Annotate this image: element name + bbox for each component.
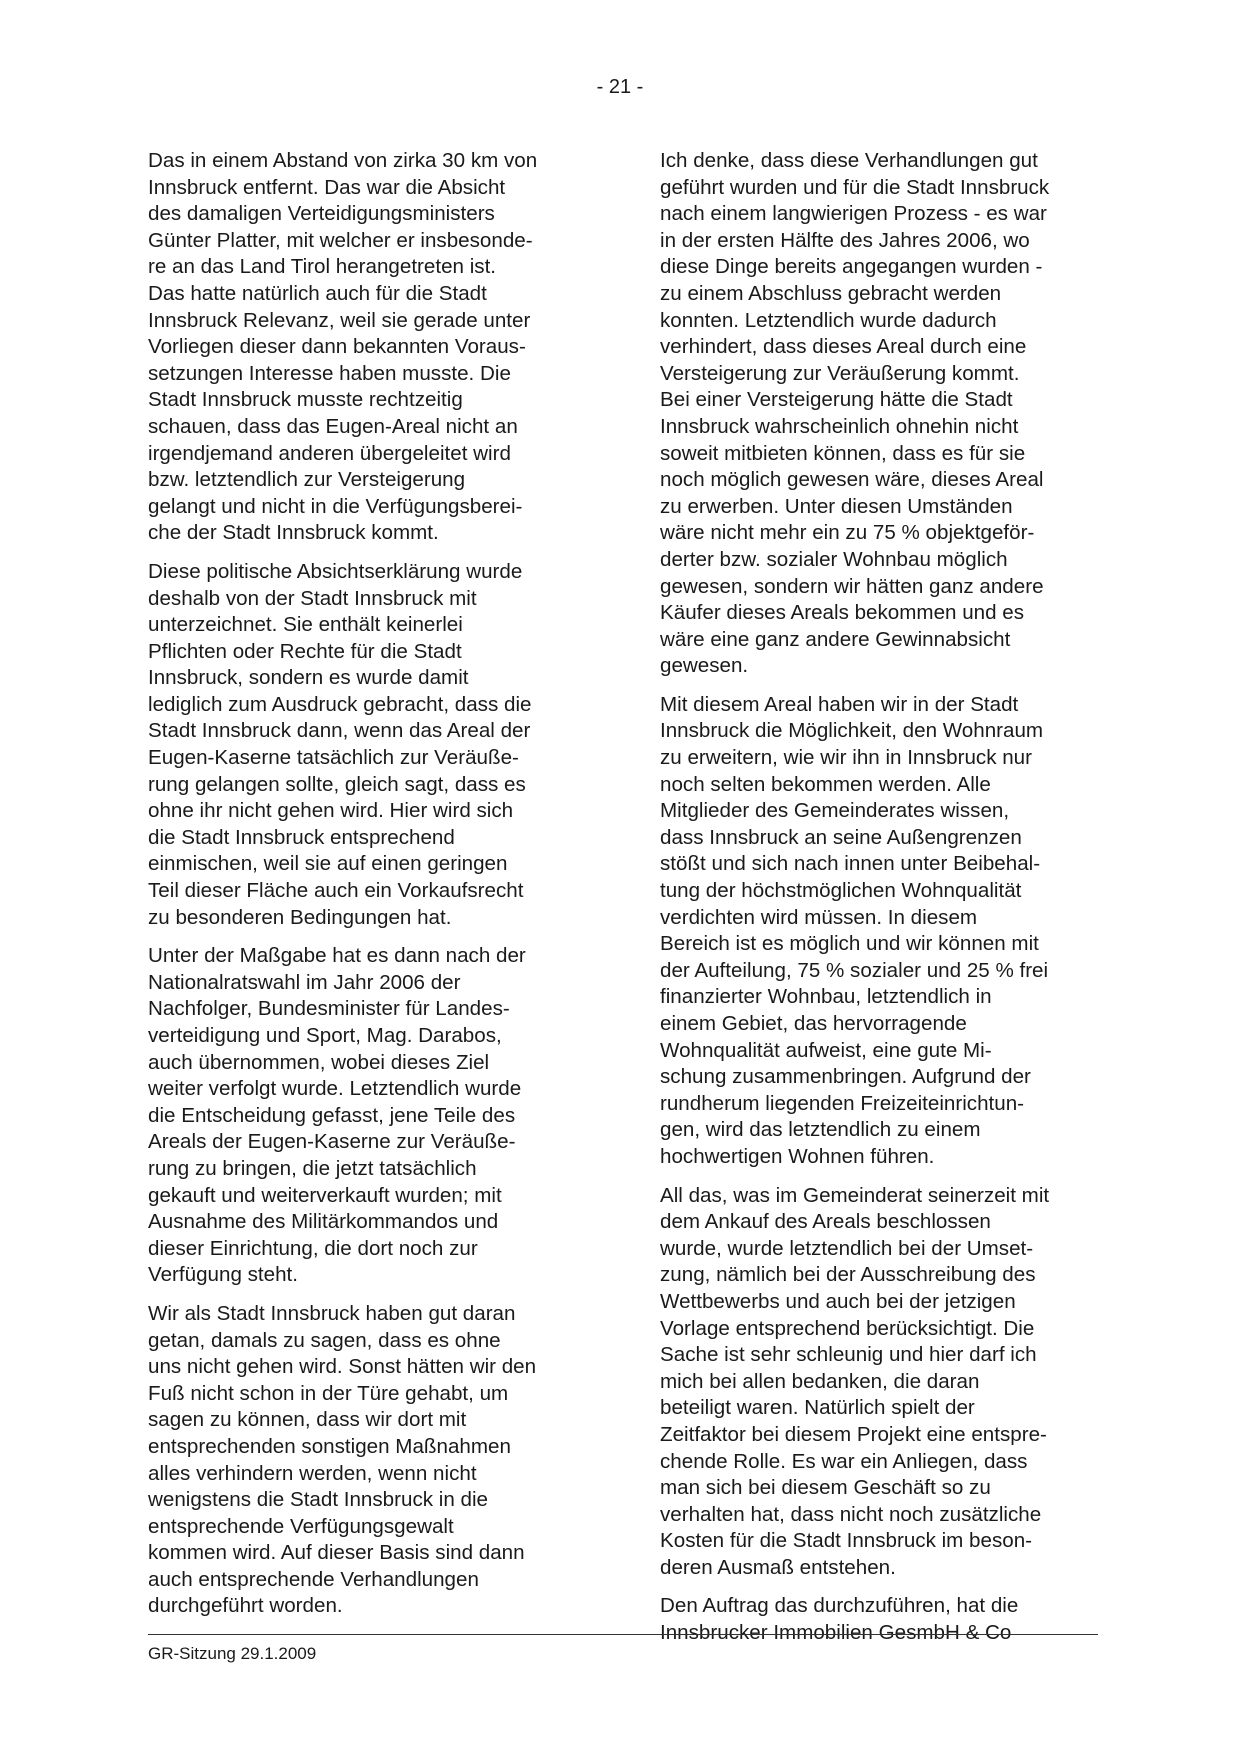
- paragraph: All das, was im Gemeinderat seinerzeit mit dem Ankauf des Areals beschlossen wurde, wurde letztendlich bei der Umset- zung, nämlich bei der Ausschreibung des Wettbewerbs und auch bei der jetzigen Vorlage entsprechend berücksichtigt. Die Sache ist sehr schleunig und hier darf ich mich bei allen bedanken, die daran beteiligt waren. Natürlich spielt der Zeitfaktor bei diesem Projekt eine entspre- chende Rolle. Es war ein Anliegen, dass man sich bei diesem Geschäft so zu verhalten hat, dass nicht noch zusätzliche Kosten für die Stadt Innsbruck im beson- deren Ausmaß entstehen.: [660, 1183, 1050, 1579]
- paragraph: Wir als Stadt Innsbruck haben gut daran getan, damals zu sagen, dass es ohne uns nicht gehen wird. Sonst hätten wir den Fuß nicht schon in der Türe gehabt, um sagen zu können, dass wir dort mit entsprechenden sonstigen Maßnahmen alles verhindern werden, wenn nicht wenigstens die Stadt Innsbruck in die entsprechende Verfügungsgewalt kommen wird. Auf dieser Basis sind dann auch entsprechende Verhandlungen durchgeführt worden.: [148, 1301, 537, 1618]
- paragraph: Das in einem Abstand von zirka 30 km von Innsbruck entfernt. Das war die Absicht des damaligen Verteidigungsministers Günter Platter, mit welcher er insbesonde- re an das Land Tirol herangetreten ist. Das hatte natürlich auch für die Stadt Innsbruck Relevanz, weil sie gerade unter Vorliegen dieser dann bekannten Voraus- setzungen Interesse haben musste. Die Stadt Innsbruck musste rechtzeitig schauen, dass das Eugen-Areal nicht an irgendjemand anderen übergeleitet wird bzw. letztendlich zur Versteigerung gelangt und nicht in die Verfügungsberei- che der Stadt Innsbruck kommt.: [148, 149, 538, 545]
- page-number: - 21 -: [596, 76, 644, 98]
- paragraph: Ich denke, dass diese Verhandlungen gut geführt wurden und für die Stadt Innsbruck nach einem langwierigen Prozess - es war in der ersten Hälfte des Jahres 2006, wo diese Dinge bereits angegangen wurden - zu einem Abschluss gebracht werden konnten. Letztendlich wurde dadurch verhindert, dass dieses Areal durch eine Versteigerung zur Veräußerung kommt. Bei einer Versteigerung hätte die Stadt Innsbruck wahrscheinlich ohnehin nicht soweit mitbieten können, dass es für sie noch möglich gewesen wäre, dieses Areal zu erwerben. Unter diesen Umständen wäre nicht mehr ein zu 75 % objektgeför- derter bzw. sozialer Wohnbau möglich gewesen, sondern wir hätten ganz andere Käufer dieses Areals bekommen und es wäre eine ganz andere Gewinnabsicht gewesen.: [660, 149, 1050, 678]
- left-column: [148, 148, 586, 1632]
- right-column: [660, 148, 1098, 1659]
- footer-divider: [148, 1634, 1098, 1635]
- footer-meeting-date: GR-Sitzung 29.1.2009: [148, 1644, 317, 1663]
- paragraph: Den Auftrag das durchzuführen, hat die Innsbrucker Immobilien GesmbH & Co: [660, 1594, 1019, 1645]
- paragraph: Unter der Maßgabe hat es dann nach der Nationalratswahl im Jahr 2006 der Nachfolger, Bundesminister für Landes- verteidigung und Sport, Mag. Darabos, auch übernommen, wobei dieses Ziel weiter verfolgt wurde. Letztendlich wurde die Entscheidung gefasst, jene Teile des Areals der Eugen-Kaserne zur Veräuße- rung zu bringen, die jetzt tatsächlich gekauft und weiterverkauft wurden; mit Ausnahme des Militärkommandos und dieser Einrichtung, die dort noch zur Verfügung steht.: [148, 944, 526, 1287]
- paragraph: Mit diesem Areal haben wir in der Stadt Innsbruck die Möglichkeit, den Wohnraum zu erweitern, wie wir ihn in Innsbruck nur noch selten bekommen werden. Alle Mitglieder des Gemeinderates wissen, dass Innsbruck an seine Außengrenzen stößt und sich nach innen unter Beibehal- tung der höchstmöglichen Wohnqualität verdichten wird müssen. In diesem Bereich ist es möglich und wir können mit der Aufteilung, 75 % sozialer und 25 % frei finanzierter Wohnbau, letztendlich in einem Gebiet, das hervorragende Wohnqualität aufweist, eine gute Mi- schung zusammenbringen. Aufgrund der rundherum liegenden Freizeiteinrichtun- gen, wird das letztendlich zu einem hochwertigen Wohnen führen.: [660, 692, 1049, 1168]
- paragraph: Diese politische Absichtserklärung wurde deshalb von der Stadt Innsbruck mit unterzeichnet. Sie enthält keinerlei Pflichten oder Rechte für die Stadt Innsbruck, sondern es wurde damit lediglich zum Ausdruck gebracht, dass die Stadt Innsbruck dann, wenn das Areal der Eugen-Kaserne tatsächlich zur Veräuße- rung gelangen sollte, gleich sagt, dass es ohne ihr nicht gehen wird. Hier wird sich die Stadt Innsbruck entsprechend einmischen, weil sie auf einen geringen Teil dieser Fläche auch ein Vorkaufsrecht zu besonderen Bedingungen hat.: [148, 559, 532, 929]
